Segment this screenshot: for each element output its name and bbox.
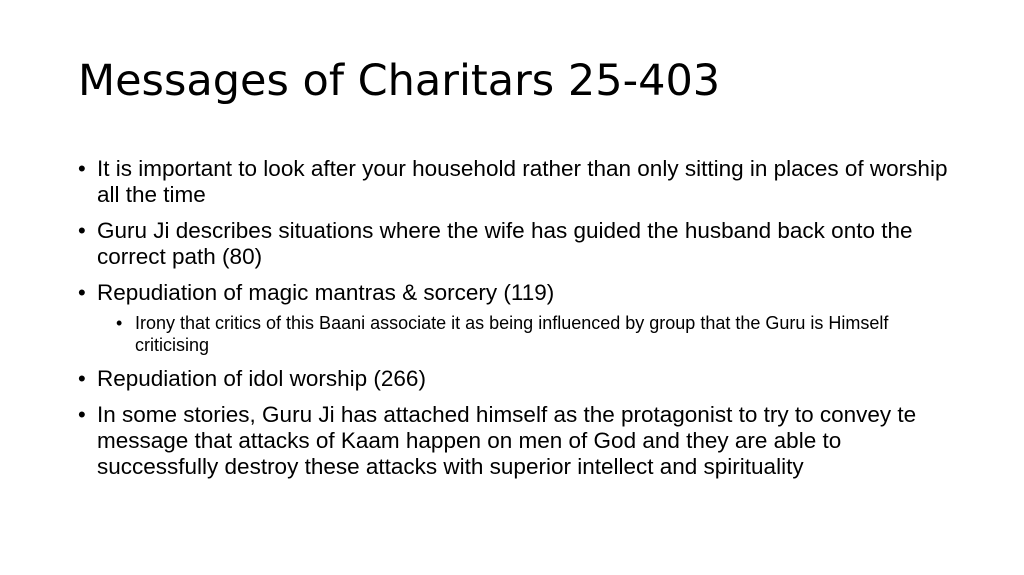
- bullet-list: [78, 156, 958, 480]
- bullet-item: [78, 280, 958, 356]
- bullet-marker: •: [78, 402, 86, 427]
- bullet-marker: •: [78, 218, 86, 243]
- bullet-item: [78, 156, 958, 208]
- bullet-marker: •: [78, 366, 86, 391]
- slide-body: [78, 156, 958, 490]
- sub-bullet-item: [116, 312, 940, 356]
- slide-title: Messages of Charitars 25-403: [78, 56, 721, 106]
- sub-bullet-text: Irony that critics of this Baani associate it as being influenced by group that the Guru is Himself criticising: [135, 313, 889, 355]
- bullet-marker: •: [78, 156, 86, 181]
- sub-bullet-list: [97, 312, 958, 356]
- bullet-text: Repudiation of magic mantras & sorcery (119): [97, 280, 555, 305]
- bullet-item: [78, 366, 958, 392]
- sub-bullet-marker: •: [116, 313, 123, 333]
- bullet-text: Repudiation of idol worship (266): [97, 366, 426, 391]
- bullet-item: [78, 402, 958, 480]
- bullet-text: It is important to look after your household rather than only sitting in places of worship all the time: [97, 156, 948, 207]
- bullet-item: [78, 218, 958, 270]
- bullet-text: In some stories, Guru Ji has attached himself as the protagonist to try to convey te message that attacks of Kaam happen on men of God and they are able to successfully destroy these attacks with superior intellect and spirituality: [97, 402, 917, 479]
- bullet-marker: •: [78, 280, 86, 305]
- bullet-text: Guru Ji describes situations where the wife has guided the husband back onto the correct path (80): [97, 218, 913, 269]
